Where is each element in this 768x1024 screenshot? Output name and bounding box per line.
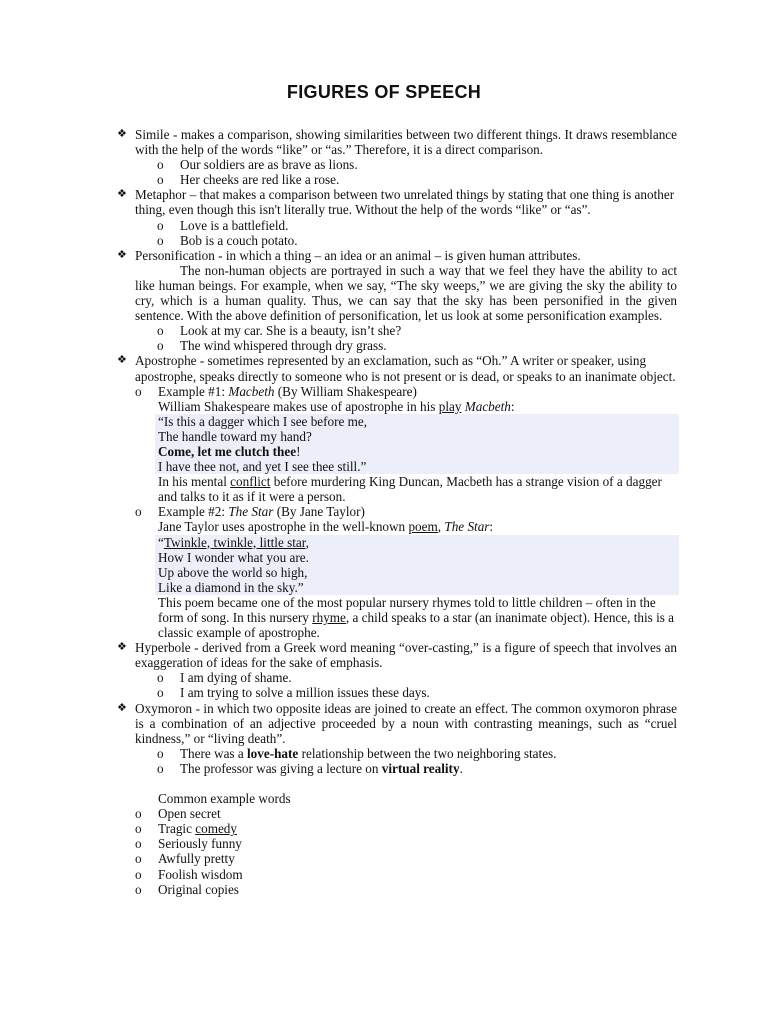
list-item: o Tragic comedy [135, 821, 237, 837]
circle-bullet-icon: o [157, 670, 164, 686]
example-1-intro: William Shakespeare makes use of apostrophe in his play Macbeth: [158, 398, 515, 414]
diamond-bullet-icon: ❖ [117, 248, 127, 261]
diamond-bullet-icon: ❖ [117, 701, 127, 714]
example-1-heading: o Example #1: Macbeth (By William Shakespeare) [135, 383, 417, 399]
apostrophe-item [117, 353, 677, 383]
circle-bullet-icon: o [135, 836, 142, 852]
circle-bullet-icon: o [135, 504, 142, 520]
list-item: o The professor was giving a lecture on virtual reality. [157, 760, 463, 776]
list-item: o I am dying of shame. [157, 670, 292, 686]
circle-bullet-icon: o [157, 760, 164, 776]
metaphor-definition: Metaphor – that makes a comparison between two unrelated things by stating that one thing is another thing, even though this isn't literally true. Without the help of the words “like” or “as”. [135, 187, 675, 218]
example-2-heading: o Example #2: The Star (By Jane Taylor) [135, 504, 365, 520]
personification-definition: Personification - in which a thing – an idea or an animal – is given human attributes. [135, 247, 581, 263]
circle-bullet-icon: o [157, 157, 164, 173]
document-body [117, 127, 677, 897]
common-examples-heading: Common example words [158, 791, 291, 807]
diamond-bullet-icon: ❖ [117, 354, 127, 367]
hyperbole-definition: Hyperbole - derived from a Greek word meaning “over-casting,” is a figure of speech that involves an exaggeration of ideas for the sake of emphasis. [135, 640, 677, 671]
apostrophe-definition: Apostrophe - sometimes represented by an exclamation, such as “Oh.” A writer or speaker, using apostrophe, speaks directly to someone who is not present or is dead, or speaks to an inanimate object. [135, 353, 676, 384]
oxymoron-definition: Oxymoron - in which two opposite ideas are joined to create an effect. The common oxymoron phrase is a combination of an adjective proceeded by a noun with contrasting meanings, such as “cruel kindness,” or “living death”. [135, 700, 677, 746]
circle-bullet-icon: o [135, 851, 142, 867]
simile-definition: Simile - makes a comparison, showing similarities between two different things. It draws resemblance with the help of the words “like” or “as.” Therefore, it is a direct comparison. [135, 127, 677, 158]
circle-bullet-icon: o [135, 383, 142, 399]
list-item: o Original copies [135, 881, 239, 897]
circle-bullet-icon: o [157, 217, 164, 233]
example-2-intro: Jane Taylor uses apostrophe in the well-known poem, The Star: [158, 519, 494, 535]
circle-bullet-icon: o [157, 323, 164, 339]
list-item: o Our soldiers are as brave as lions. [157, 157, 358, 173]
hyperbole-item [117, 640, 677, 670]
circle-bullet-icon: o [157, 232, 164, 248]
personification-paragraph: The non-human objects are portrayed in such a way that we feel they have the ability to act like human beings. For example, when we say, “The sky weeps,” we are giving the sky the ability to cry, which is a human quality. Thus, we can say that the sky has been personified in the given sentence. With the above definition of personification, let us look at some personification examples. [135, 262, 677, 324]
circle-bullet-icon: o [135, 866, 142, 882]
oxymoron-item [117, 701, 677, 746]
comedy-link[interactable]: comedy [195, 821, 237, 837]
list-item: o Awfully pretty [135, 851, 235, 867]
list-item: o There was a love-hate relationship between the two neighboring states. [157, 745, 557, 761]
circle-bullet-icon: o [157, 745, 164, 761]
metaphor-item [117, 187, 677, 217]
page-title: FIGURES OF SPEECH [286, 82, 482, 102]
simile-item [117, 127, 677, 157]
diamond-bullet-icon: ❖ [117, 188, 127, 201]
circle-bullet-icon: o [157, 172, 164, 188]
diamond-bullet-icon: ❖ [117, 128, 127, 140]
list-item: o Her cheeks are red like a rose. [157, 172, 340, 188]
play-link[interactable]: play [438, 398, 462, 414]
circle-bullet-icon: o [157, 685, 164, 701]
list-item: o Bob is a couch potato. [157, 232, 298, 248]
star-quote: “Twinkle, twinkle, little star, How I wonder what you are. Up above the world so high, Like a diamond in the sky.” [155, 535, 679, 595]
poem-link[interactable]: poem [408, 519, 438, 535]
circle-bullet-icon: o [135, 806, 142, 822]
list-item: o The wind whispered through dry grass. [157, 338, 387, 354]
list-item: o Love is a battlefield. [157, 217, 289, 233]
rhyme-link[interactable]: rhyme [312, 610, 346, 625]
diamond-bullet-icon: ❖ [117, 641, 127, 654]
circle-bullet-icon: o [135, 821, 142, 837]
list-item: o Look at my car. She is a beauty, isn’t she? [157, 323, 402, 339]
example-1-explanation: In his mental conflict before murdering King Duncan, Macbeth has a strange vision of a dagger and talks to it as if it were a person. [158, 474, 662, 505]
list-item: o Foolish wisdom [135, 866, 243, 882]
list-item: o Seriously funny [135, 836, 242, 852]
spacer [117, 776, 677, 791]
conflict-link[interactable]: conflict [230, 474, 271, 490]
list-item: o Open secret [135, 806, 221, 822]
list-item: o I am trying to solve a million issues these days. [157, 685, 430, 701]
personification-item [117, 248, 677, 263]
macbeth-quote: “Is this a dagger which I see before me, The handle toward my hand? Come, let me clutch thee! I have thee not, and yet I see thee still.” [155, 414, 679, 474]
circle-bullet-icon: o [157, 338, 164, 354]
example-2-explanation: This poem became one of the most popular nursery rhymes told to little children – often in the form of song. In this nursery rhyme, a child speaks to a star (an inanimate object). Hence, this is a classic example of apostrophe. [158, 594, 675, 641]
circle-bullet-icon: o [135, 881, 142, 897]
